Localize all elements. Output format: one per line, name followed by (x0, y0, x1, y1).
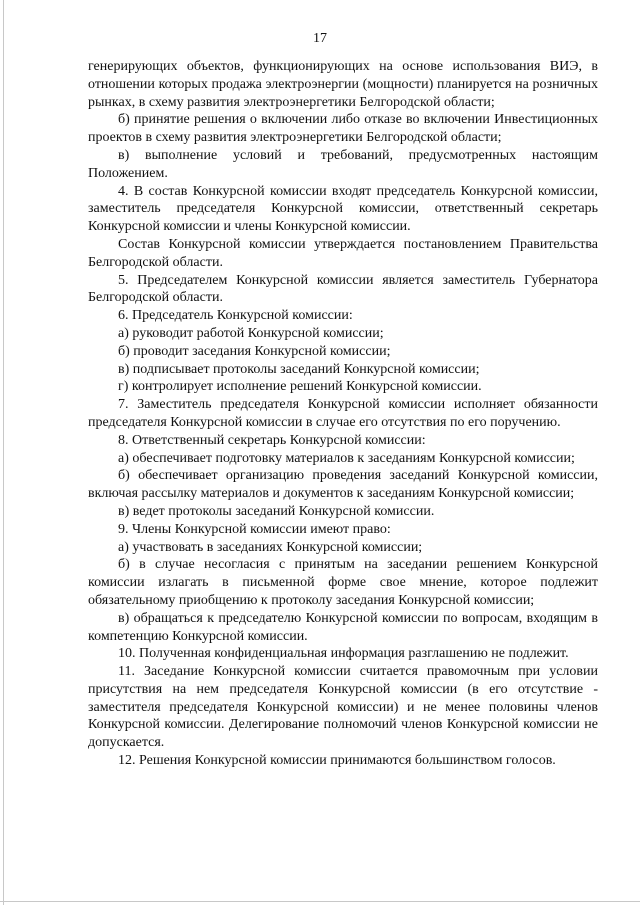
paragraph-10: 10. Полученная конфиденциальная информация разглашению не подлежит. (118, 646, 569, 662)
paragraph-item-v: в) выполнение условий и требований, предусмотренных настоящим Положением. (88, 147, 598, 181)
paragraph-continuation: генерирующих объектов, функционирующих на основе использования ВИЭ, в отношении которых продажа электроэнергии (мощности) планируется на розничных рынках, в схему развития электроэнергетики Белгородской области; (88, 59, 598, 110)
paragraph-5: 5. Председателем Конкурсной комиссии является заместитель Губернатора Белгородской области. (88, 272, 598, 306)
paragraph-12: 12. Решения Конкурсной комиссии принимаются большинством голосов. (118, 753, 556, 769)
paragraph-7: 7. Заместитель председателя Конкурсной комиссии исполняет обязанности председателя Конкурсной комиссии в случае его отсутствия по его поручению. (88, 397, 598, 430)
paragraph-11: 11. Заседание Конкурсной комиссии считается правомочным при условии присутствия на нем председателя Конкурсной комиссии (в его отсутствие - заместителя председателя Конкурсной комиссии) и не менее половины членов Конкурсной комиссии. Делегирование полномочий членов Конкурсной комиссии не допускается. (88, 664, 598, 751)
document-body (88, 58, 598, 770)
paragraph-9-item-b: б) в случае несогласия с принятым на заседании решением Конкурсной комиссии излагать в письменной форме свое мнение, которое подлежит обязательному приобщению к протоколу заседания Конкурсной комиссии; (88, 557, 598, 608)
paragraph-4-composition: Состав Конкурсной комиссии утверждается постановлением Правительства Белгородской области. (88, 236, 598, 270)
paragraph-6-item-v: в) подписывает протоколы заседаний Конкурсной комиссии; (118, 361, 480, 377)
paragraph-item-b: б) принятие решения о включении либо отказе во включении Инвестиционных проектов в схему развития электроэнергетики Белгородской области; (88, 112, 598, 146)
paragraph-9-item-v: в) обращаться к председателю Конкурсной комиссии по вопросам, входящим в компетенцию Конкурсной комиссии. (88, 610, 598, 644)
paragraph-8-item-a: а) обеспечивает подготовку материалов к заседаниям Конкурсной комиссии; (118, 450, 575, 466)
paragraph-8-item-b: б) обеспечивает организацию проведения заседаний Конкурсной комиссии, включая рассылку материалов и документов к заседаниям Конкурсной комиссии; (88, 468, 598, 502)
paragraph-6-item-b: б) проводит заседания Конкурсной комиссии; (118, 343, 391, 359)
paragraph-4: 4. В состав Конкурсной комиссии входят председатель Конкурсной комиссии, заместитель председателя Конкурсной комиссии, ответственный секретарь Конкурсной комиссии и члены Конкурсной комиссии. (88, 183, 598, 235)
paragraph-8: 8. Ответственный секретарь Конкурсной комиссии: (118, 432, 426, 448)
scan-left-edge (3, 0, 4, 905)
scan-bottom-edge (0, 901, 640, 902)
paragraph-8-item-v: в) ведет протоколы заседаний Конкурсной комиссии. (118, 503, 435, 519)
paragraph-6-item-g: г) контролирует исполнение решений Конкурсной комиссии. (118, 379, 482, 395)
paragraph-9-item-a: а) участвовать в заседаниях Конкурсной комиссии; (118, 539, 423, 555)
paragraph-9: 9. Члены Конкурсной комиссии имеют право: (118, 521, 391, 537)
paragraph-6: 6. Председатель Конкурсной комиссии: (118, 308, 353, 324)
paragraph-6-item-a: а) руководит работой Конкурсной комиссии; (118, 325, 384, 341)
page-number: 17 (313, 31, 327, 46)
